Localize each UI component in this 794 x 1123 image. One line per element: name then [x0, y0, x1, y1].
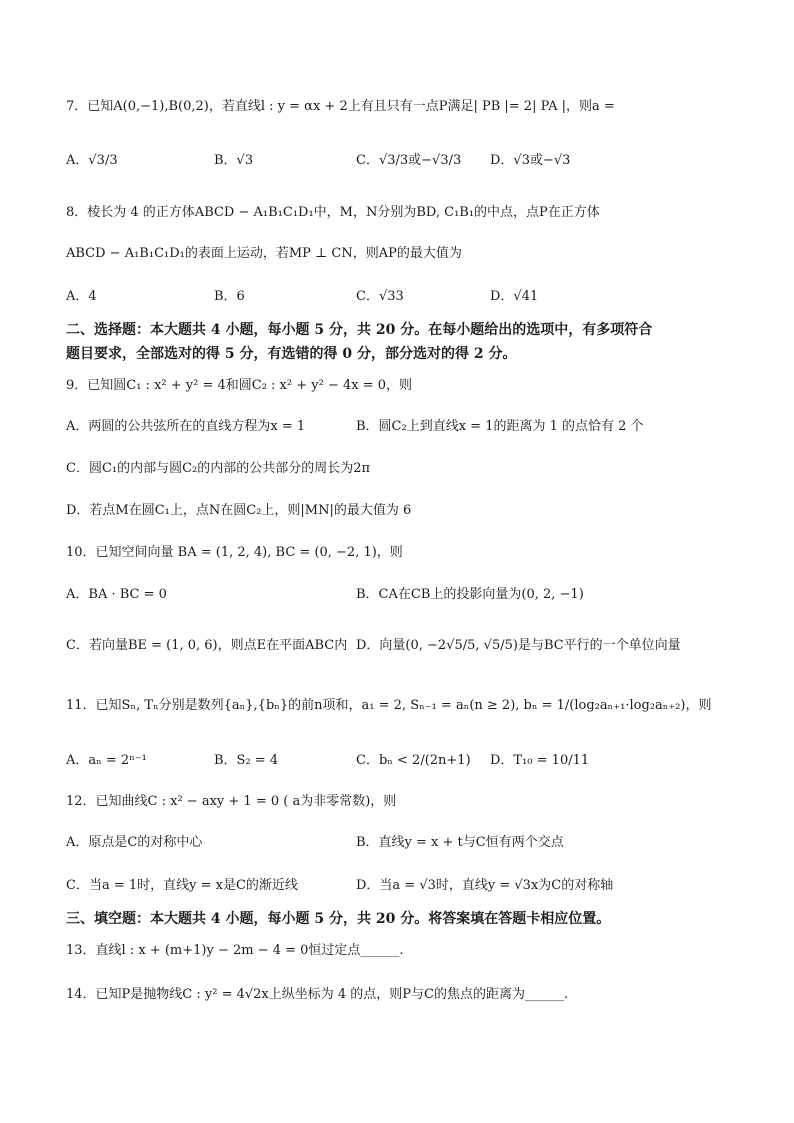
question-11-stem: 11．已知Sₙ, Tₙ分别是数列{aₙ},{bₙ}的前n项和，a₁ = 2, Sₙ₋₁ = aₙ(n ≥ 2), bₙ = 1/(log₂aₙ₊₁·log₂aₙ₊₂)，则	[66, 698, 712, 713]
question-9-option-a: A．两圆的公共弦所在的直线方程为x = 1	[66, 419, 306, 434]
question-12-stem: 12．已知曲线C : x² − axy + 1 = 0 ( a为非零常数)，则	[66, 794, 397, 809]
question-8-stem-line1: 8．棱长为 4 的正方体ABCD − A₁B₁C₁D₁中，M，N分别为BD, C₁B₁的中点，点P在正方体	[66, 205, 600, 220]
question-7-option-d: D．√3或−√3	[490, 153, 571, 168]
question-11-option-a: A．aₙ = 2ⁿ⁻¹	[66, 753, 147, 768]
question-8-stem-line2: ABCD − A₁B₁C₁D₁的表面上运动，若MP ⊥ CN，则AP的最大值为	[66, 246, 462, 261]
question-12-option-b: B．直线y = x + t与C恒有两个交点	[356, 835, 564, 850]
section-2-heading-line2: 题目要求，全部选对的得 5 分，有选错的得 0 分，部分选对的得 2 分。	[66, 346, 517, 362]
question-7-option-b: B．√3	[214, 153, 254, 168]
section-3-heading: 三、填空题：本大题共 4 小题，每小题 5 分，共 20 分。将答案填在答题卡相应位置。	[66, 911, 611, 927]
question-7-option-c: C．√3/3或−√3/3	[356, 153, 462, 168]
question-8-option-b: B．6	[214, 289, 245, 304]
question-10-option-b: B．CA在CB上的投影向量为(0, 2, −1)	[356, 587, 584, 602]
question-12-option-a: A．原点是C的对称中心	[66, 835, 203, 850]
question-9-option-c: C．圆C₁的内部与圆C₂的内部的公共部分的周长为2π	[66, 461, 371, 476]
question-11-option-d: D．T₁₀ = 10/11	[490, 753, 590, 768]
question-7-option-a: A．√3/3	[66, 153, 118, 168]
question-12-option-d: D．当a = √3时，直线y = √3x为C的对称轴	[356, 878, 614, 893]
question-9-stem: 9．已知圆C₁ : x² + y² = 4和圆C₂ : x² + y² − 4x = 0，则	[66, 378, 413, 393]
question-10-stem: 10．已知空间向量 BA = (1, 2, 4), BC = (0, −2, 1)，则	[66, 545, 403, 560]
question-12-option-c: C．当a = 1时，直线y = x是C的渐近线	[66, 878, 298, 893]
question-10-option-d: D．向量(0, −2√5/5, √5/5)是与BC平行的一个单位向量	[356, 638, 681, 653]
question-10-option-c: C．若向量BE = (1, 0, 6)，则点E在平面ABC内	[66, 638, 348, 653]
question-11-option-c: C．bₙ < 2/(2n+1)	[356, 753, 471, 768]
question-8-option-c: C．√33	[356, 289, 404, 304]
question-8-option-a: A．4	[66, 289, 97, 304]
question-9-option-d: D．若点M在圆C₁上，点N在圆C₂上，则|MN|的最大值为 6	[66, 503, 412, 518]
question-7-stem: 7．已知A(0,−1),B(0,2)，若直线l : y = αx + 2上有且只有一点P满足| PB |= 2| PA |，则a =	[66, 99, 615, 114]
question-8-option-d: D．√41	[490, 289, 539, 304]
question-13-stem: 13．直线l : x + (m+1)y − 2m − 4 = 0恒过定点______.	[66, 943, 404, 958]
question-9-option-b: B．圆C₂上到直线x = 1的距离为 1 的点恰有 2 个	[356, 419, 644, 434]
question-14-stem: 14．已知P是抛物线C : y² = 4√2x上纵坐标为 4 的点，则P与C的焦点的距离为______.	[66, 987, 569, 1002]
question-10-option-a: A．BA · BC = 0	[66, 587, 167, 602]
question-11-option-b: B．S₂ = 4	[214, 753, 279, 768]
section-2-heading-line1: 二、选择题：本大题共 4 小题，每小题 5 分，共 20 分。在每小题给出的选项中，有多项符合	[66, 322, 653, 338]
